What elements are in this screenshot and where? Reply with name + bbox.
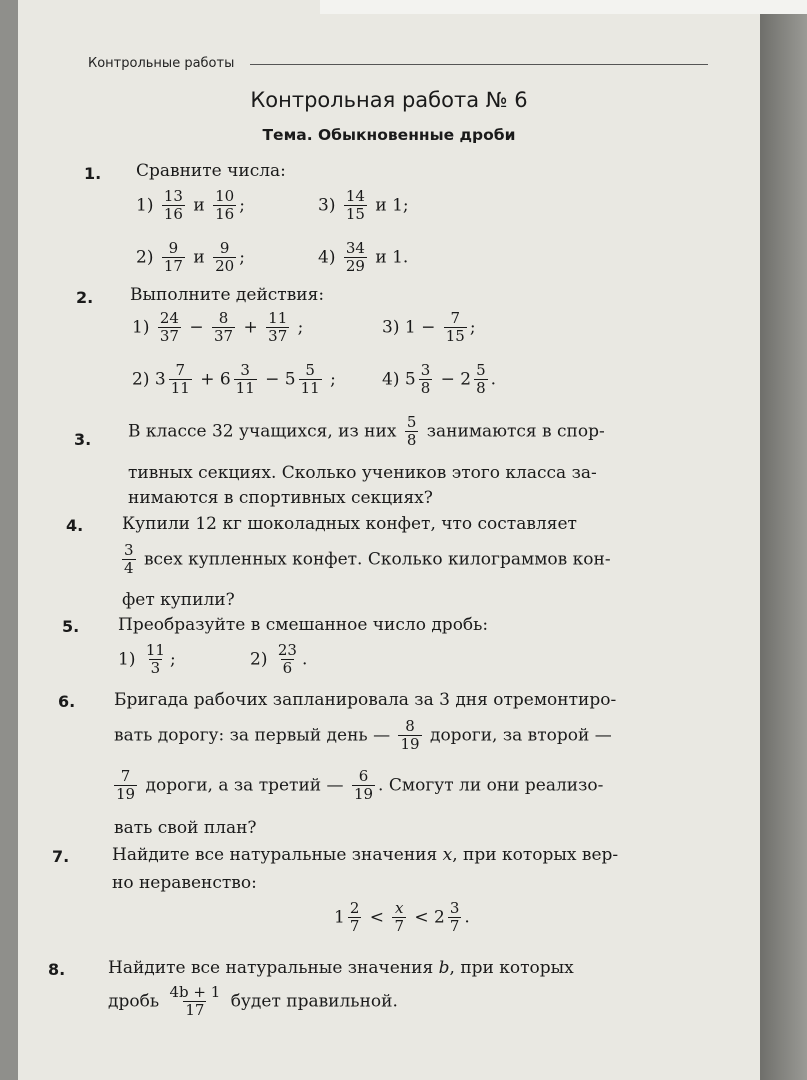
header-rule [250,64,708,65]
task-1-item-1: 1) $\frac{13}{16}$ и $\frac{10}{16}$ ; [136,187,245,224]
task-6-line-3: $\frac{7}{19}$ дороги, а за третий — $\frac{6}{19}$ . Смогут ли они реализо- [116,767,604,804]
task-8-number: 8. [48,960,66,979]
task-7-number: 7. [52,847,70,866]
task-1-item-4: 4) $\frac{34}{29}$ и 1. [318,239,409,276]
task-2-text: Выполните действия: [130,285,325,305]
task-5-text: Преобразуйте в смешанное число дробь: [118,615,489,635]
task-2-item-3: 3) 1 − $\frac{7}{15}$ ; [382,309,476,346]
task-1-item-3: 3) $\frac{14}{15}$ и 1; [318,187,409,224]
task-6-line-1: Бригада рабочих запланировала за 3 дня отремонтиро- [114,690,617,710]
task-2-item-4: 4) 5 $\frac{3}{8}$ − 2 $\frac{5}{8}$ . [382,361,497,398]
task-4-line-1: Купили 12 кг шоколадных конфет, что составляет [122,514,577,534]
task-7-inequality: 1 $\frac{2}{7}$ < $\frac{x}{7}$ < 2 $\frac{3}{7}$ . [334,899,470,936]
task-5-number: 5. [62,617,80,636]
task-6-line-4: вать свой план? [114,818,257,838]
task-1-text: Сравните числа: [136,161,286,181]
running-header: Контрольные работы [88,56,235,71]
task-5-item-1: 1) $\frac{11}{3}$ ; [118,641,176,678]
topic-title: Тема. Обыкновенные дроби [262,126,516,144]
textbook-page [18,0,760,1080]
task-4-number: 4. [66,516,84,535]
task-2-number: 2. [76,288,94,307]
page-edge-shadow [760,0,807,1080]
task-3-line-1: В классе 32 учащихся, из них $\frac{5}{8}$ занимаются в спор- [128,413,605,450]
task-7-line-1: Найдите все натуральные значения x, при которых вер- [112,845,619,865]
task-1-number: 1. [84,164,102,183]
task-6-number: 6. [58,692,76,711]
task-7-line-2: но неравенство: [112,873,257,893]
top-paper-strip [320,0,807,14]
task-6-line-2: вать дорогу: за первый день — $\frac{8}{19}$ дороги, за второй — [114,717,612,754]
task-4-line-3: фет купили? [122,590,235,610]
task-4-line-2: $\frac{3}{4}$ всех купленных конфет. Сколько килограммов кон- [124,541,611,578]
page-title: Контрольная работа № 6 [250,88,528,112]
task-1-item-2: 2) $\frac{9}{17}$ и $\frac{9}{20}$ ; [136,239,245,276]
task-5-item-2: 2) $\frac{23}{6}$ . [250,641,308,678]
task-3-line-3: нимаются в спортивных секциях? [128,488,433,508]
task-3-line-2: тивных секциях. Сколько учеников этого класса за- [128,463,597,483]
task-8-line-2: дробь $\frac{4b + 1}{17}$ будет правильной. [108,983,398,1020]
task-2-item-2: 2) 3 $\frac{7}{11}$ + 6 $\frac{3}{11}$ − 5 $\frac{5}{11}$ ; [132,361,336,398]
task-2-item-1: 1) $\frac{24}{37}$ − $\frac{8}{37}$ + $\frac{11}{37}$ ; [132,309,304,346]
task-8-line-1: Найдите все натуральные значения b, при которых [108,958,574,978]
task-3-number: 3. [74,430,92,449]
